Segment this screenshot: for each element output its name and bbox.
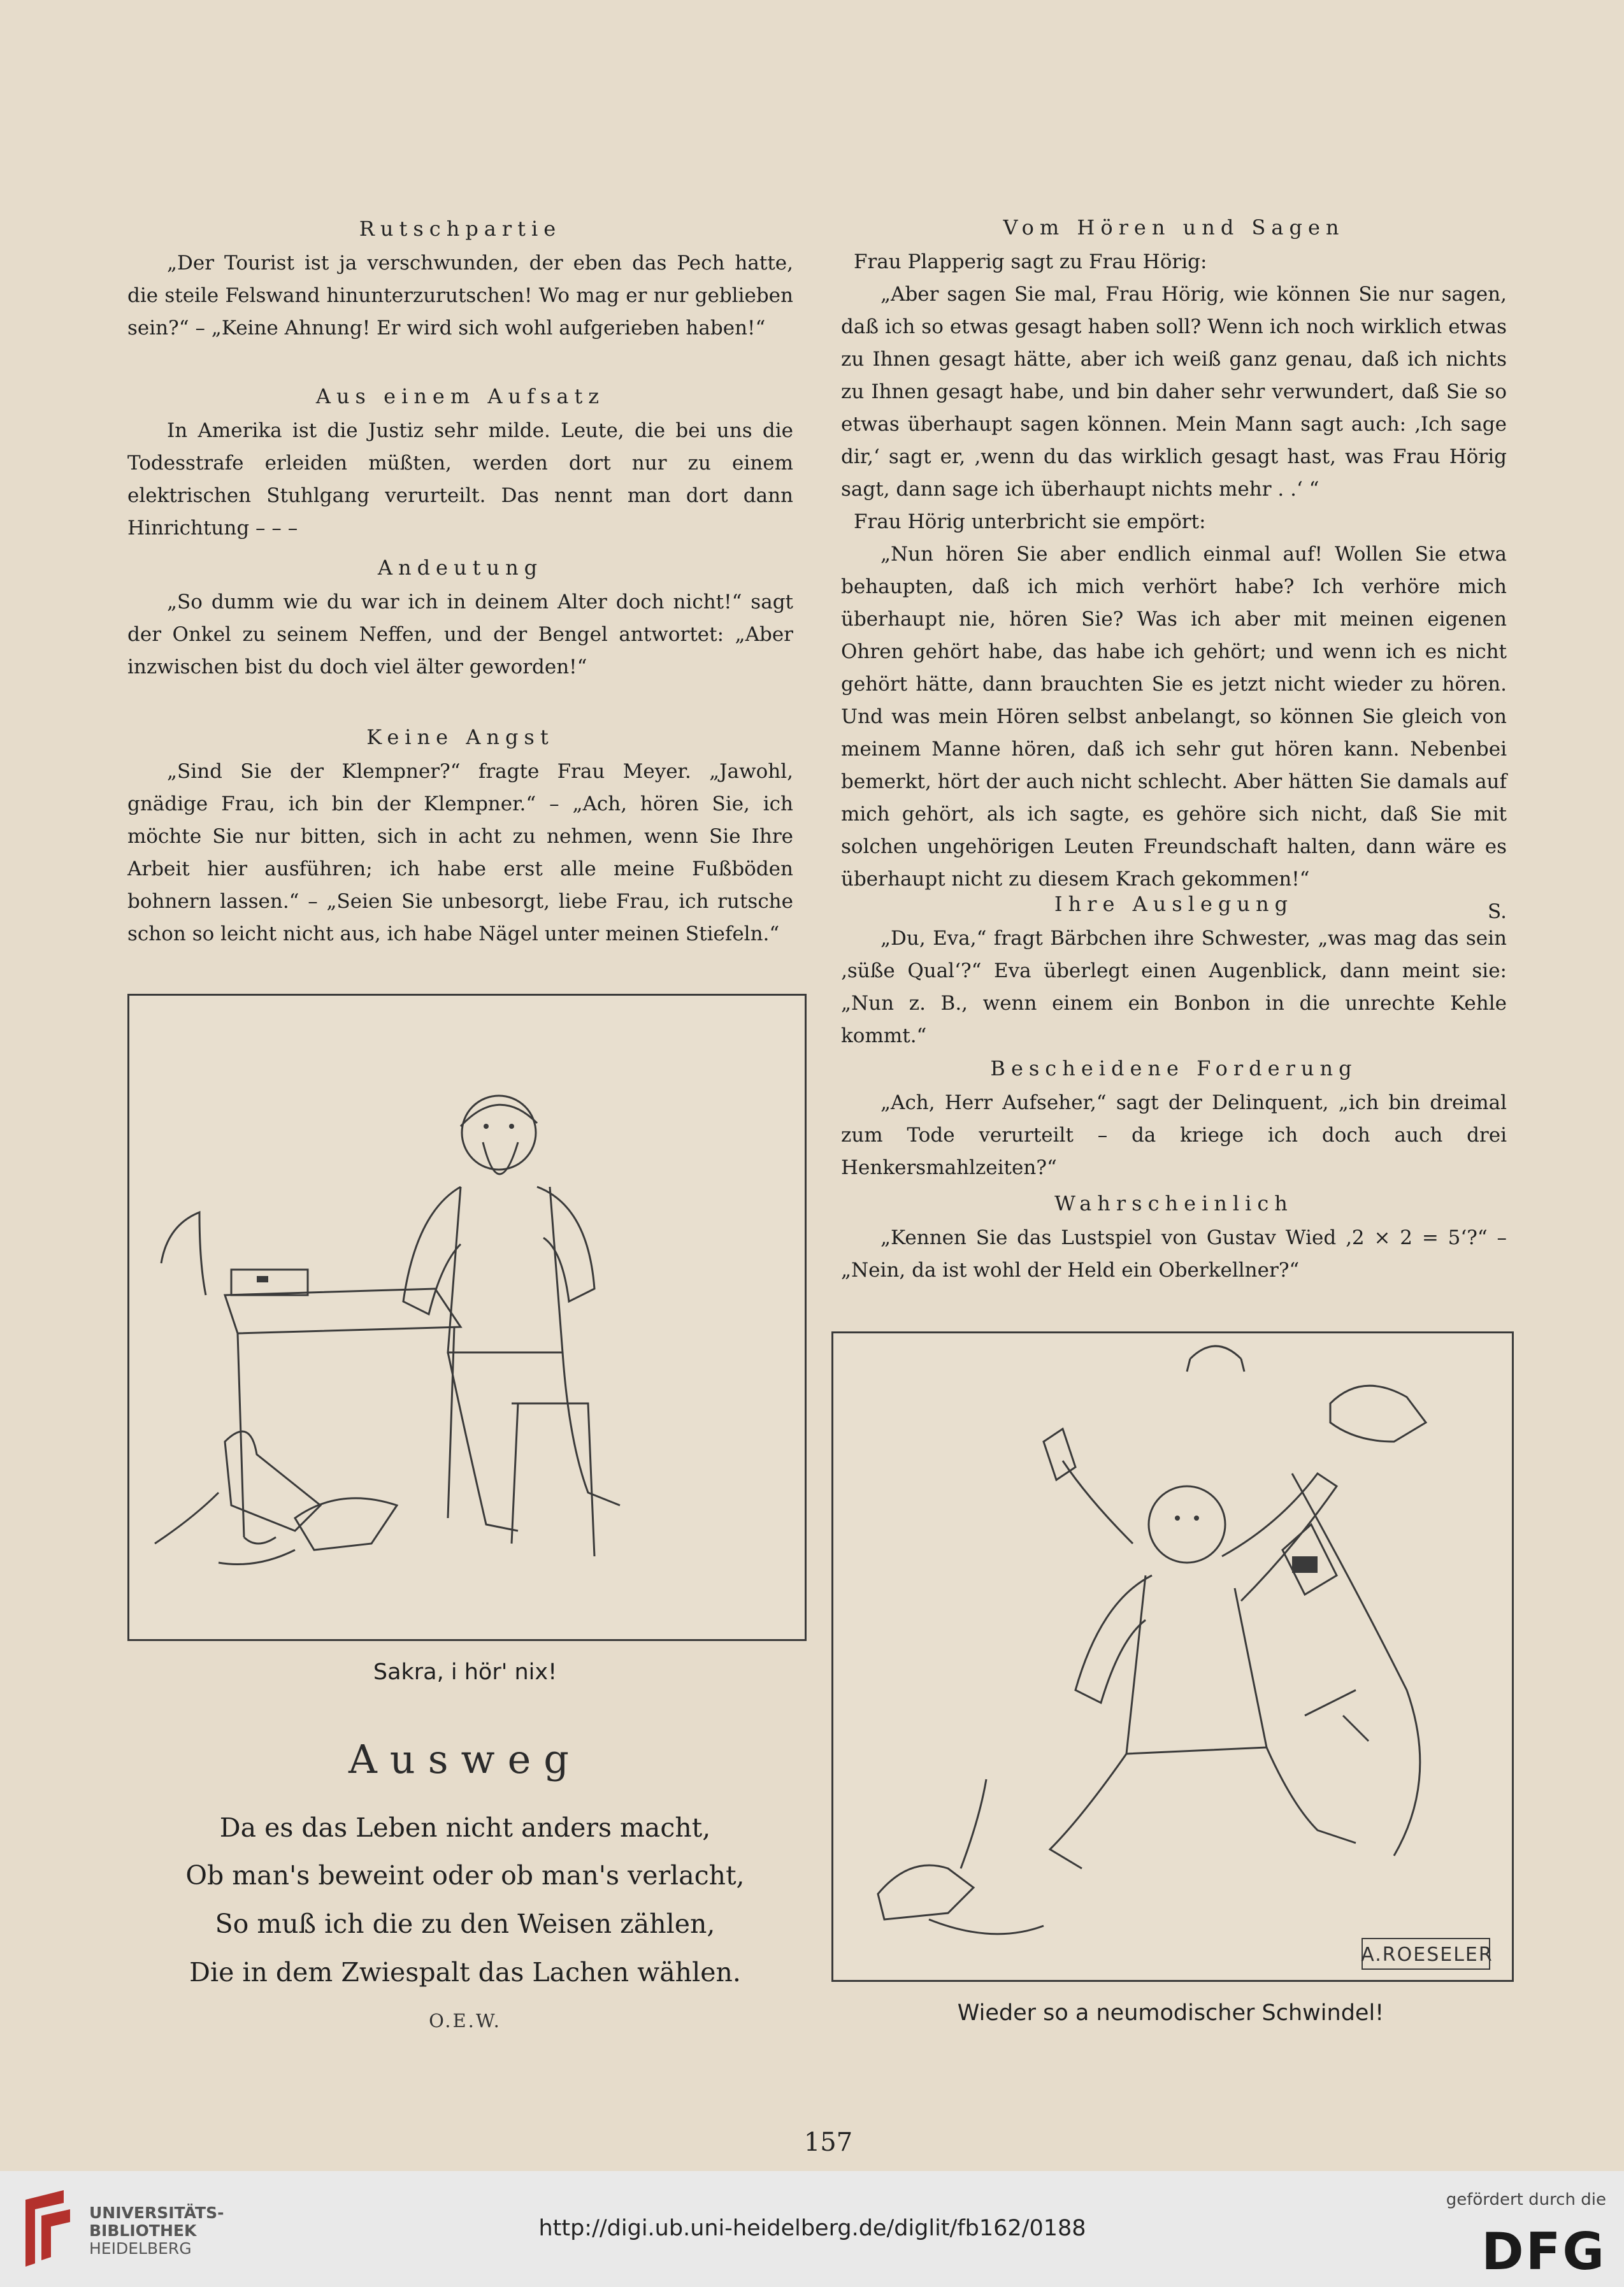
- section-title: Andeutung: [377, 556, 543, 580]
- paragraph: „Aber sagen Sie mal, Frau Hörig, wie können Sie nur sagen, daß ich so etwas gesagt haben soll? Wenn ich noch wirklich etwas zu Ihnen gesagt hätte, aber ich weiß ganz genau, daß ich nichts zu Ihnen gesagt habe, und bin daher sehr verwundert, daß Sie so etwas überhaupt sagen können. Mein Mann sagt auch: ‚Ich sage dir,‘ sagt er, ‚wenn du das wirklich gesagt hast, was Frau Hörig sagt, dann sage ich überhaupt nichts mehr . .‘ “: [841, 283, 1507, 501]
- section-title: Keine Angst: [366, 725, 554, 749]
- section-title: Bescheidene Forderung: [990, 1056, 1358, 1080]
- section-title: Ihre Auslegung: [1054, 892, 1294, 916]
- library-name-line: HEIDELBERG: [89, 2239, 192, 2258]
- library-name: [89, 2204, 224, 2258]
- paragraph: „So dumm wie du war ich in deinem Alter doch nicht!“ sagt der Onkel zu seinem Neffen, und der Bengel antwortet: „Aber inzwischen bist du doch viel älter geworden!“: [127, 591, 793, 678]
- poem-line: Die in dem Zwiespalt das Lachen wählen.: [189, 1957, 741, 1988]
- paragraph: „Du, Eva,“ fragt Bärbchen ihre Schwester, „was mag das sein ‚süße Qual‘?“ Eva überlegt einen Augenblick, dann meint sie: „Nun z. B., wenn einem ein Bonbon in die unrechte Kehle kommt.“: [841, 927, 1507, 1047]
- funded-by-text: gefördert durch die: [1446, 2190, 1606, 2209]
- old-man-radio-drawing: [129, 996, 805, 1639]
- paragraph: Frau Hörig unterbricht sie empört:: [854, 510, 1206, 533]
- paragraph: „Sind Sie der Klempner?“ fragte Frau Meyer. „Jawohl, gnädige Frau, ich bin der Klempner.“ – „Ach, hören Sie, ich möchte Sie nur bitten, sich in acht zu nehmen, wenn Sie Ihre Arbeit hier ausführen; ich habe erst alle meine Fußböden bohnern lassen.“ – „Seien Sie unbesorgt, liebe Frau, ich rutsche schon so leicht nicht aus, ich habe Nägel unter meinen Stiefeln.“: [127, 760, 793, 945]
- caption-right-illustration: Wieder so a neumodischer Schwindel!: [957, 2000, 1384, 2026]
- paragraph: In Amerika ist die Justiz sehr milde. Leute, die bei uns die Todesstrafe erleiden müßten, werden dort nur zu einem elektrischen Stuhlgang verurteilt. Das nennt man dort dann Hinrichtung – – –: [127, 419, 793, 540]
- paragraph: „Nun hören Sie aber endlich einmal auf! Wollen Sie etwa behaupten, daß ich mich verhört habe? Ich verhöre mich überhaupt nie, hören Sie? Was ich aber mit meinen eigenen Ohren gehört habe, das habe ich gehört; und wenn ich es nicht gehört hätte, dann brauchten Sie es jetzt nicht wieder zu hören. Und was mein Hören selbst anbelangt, so können Sie gleich von meinem Manne hören, daß ich sehr gut hören kann. Nebenbei bemerkt, hört der auch nicht schlecht. Aber hätten Sie damals auf mich gehört, als ich sagte, es gehöre sich nicht, daß Sie mit solchen ungehörigen Leuten Freundschaft halten, dann wäre es überhaupt nicht zu diesem Krach gekommen!“: [841, 543, 1507, 891]
- poem-signature: O.E.W.: [429, 2010, 501, 2032]
- page-number: 157: [803, 2128, 853, 2157]
- permalink-url[interactable]: http://digi.ub.uni-heidelberg.de/diglit/fb162/0188: [538, 2216, 1086, 2241]
- section-title: Wahrscheinlich: [1054, 1191, 1293, 1215]
- section-title: Rutschpartie: [359, 217, 562, 241]
- illustration-old-man-radio: [127, 994, 807, 1641]
- paragraph: „Kennen Sie das Lustspiel von Gustav Wied ‚2 × 2 = 5‘?“ – „Nein, da ist wohl der Held ein Oberkellner?“: [841, 1226, 1507, 1282]
- angry-man-radio-drawing: [833, 1333, 1512, 1980]
- section-wahrscheinlich: [841, 1191, 1507, 1287]
- ub-heidelberg-logo: [19, 2187, 76, 2270]
- paragraph: „Der Tourist ist ja verschwunden, der eben das Pech hatte, die steile Felswand hinunterzurutschen! Wo mag er nur geblieben sein?“ – „Keine Ahnung! Er wird sich wohl aufgerieben haben!“: [127, 252, 793, 340]
- artist-signature: A.ROESELER: [1361, 1944, 1493, 1966]
- section-hoeren-und-sagen: [841, 215, 1507, 928]
- paragraph: „Ach, Herr Aufseher,“ sagt der Delinquent, „ich bin dreimal zum Tode verurteilt – da kriege ich doch auch drei Henkersmahlzeiten?“: [841, 1091, 1507, 1179]
- illustration-angry-man-radio: [831, 1331, 1514, 1982]
- poem-title: Ausweg: [349, 1736, 582, 1782]
- section-rutschpartie: [127, 217, 793, 345]
- poem-line: So muß ich die zu den Weisen zählen,: [215, 1909, 715, 1939]
- caption-left-illustration: Sakra, i hör' nix!: [373, 1660, 557, 1685]
- dfg-logo: DFG: [1481, 2222, 1606, 2281]
- section-bescheidene-forderung: [841, 1056, 1507, 1184]
- poem-line: Da es das Leben nicht anders macht,: [219, 1812, 711, 1843]
- section-aufsatz: [127, 384, 793, 545]
- section-title: Vom Hören und Sagen: [1003, 215, 1345, 240]
- section-andeutung: [127, 556, 793, 684]
- section-keine-angst: [127, 725, 793, 950]
- footer-bar: [0, 2171, 1624, 2287]
- library-name-line: UNIVERSITÄTS-: [89, 2204, 224, 2222]
- library-name-line: BIBLIOTHEK: [89, 2221, 197, 2240]
- section-signature: S.: [1488, 900, 1507, 923]
- paragraph: Frau Plapperig sagt zu Frau Hörig:: [854, 250, 1207, 273]
- poem-line: Ob man's beweint oder ob man's verlacht,: [185, 1860, 745, 1891]
- section-title: Aus einem Aufsatz: [315, 384, 605, 408]
- section-auslegung: [841, 892, 1507, 1052]
